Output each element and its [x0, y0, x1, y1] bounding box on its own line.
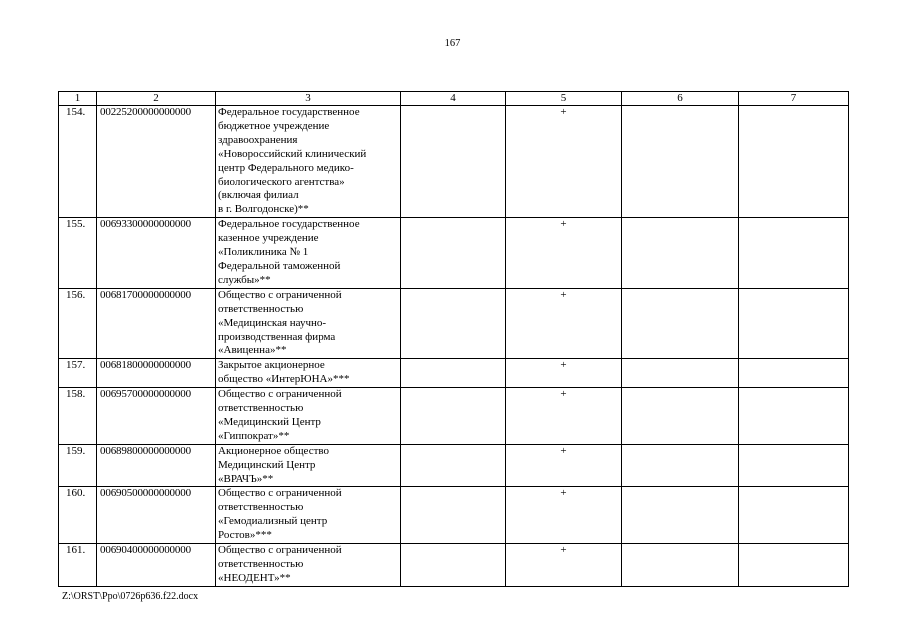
column-6-cell — [622, 544, 739, 587]
column-4-cell — [401, 218, 506, 289]
column-5-mark-cell: + — [506, 106, 622, 218]
column-6-cell — [622, 218, 739, 289]
organization-name-line: службы»** — [218, 273, 271, 286]
column-4-cell — [401, 388, 506, 445]
column-6-cell — [622, 487, 739, 544]
organization-code-cell: 00695700000000000 — [97, 388, 216, 445]
column-5-mark-cell: + — [506, 359, 622, 388]
table-row — [59, 218, 849, 289]
column-5-mark-cell: + — [506, 218, 622, 289]
column-7-cell — [739, 359, 849, 388]
organization-name-line: центр Федерального медико- — [218, 161, 354, 174]
table-row — [59, 544, 849, 587]
column-5-mark-cell: + — [506, 444, 622, 487]
organization-name-line: бюджетное учреждение — [218, 119, 330, 132]
column-7-cell — [739, 388, 849, 445]
table-row — [59, 288, 849, 359]
organization-name-line: «Поликлиника № 1 — [218, 246, 309, 259]
column-header: 3 — [216, 92, 401, 106]
row-number-cell: 158. — [59, 388, 97, 445]
organization-name-cell — [216, 106, 401, 218]
organization-name-cell — [216, 359, 401, 388]
column-6-cell — [622, 106, 739, 218]
organization-code-cell: 00690500000000000 — [97, 487, 216, 544]
column-header: 4 — [401, 92, 506, 106]
organization-name-line: здравоохранения — [218, 133, 298, 146]
column-header: 5 — [506, 92, 622, 106]
organization-name-line: Общество с ограниченной — [218, 388, 342, 401]
organization-name-line: «НЕОДЕНТ»** — [218, 571, 291, 584]
row-number-cell: 161. — [59, 544, 97, 587]
registry-table — [58, 91, 849, 587]
organization-code-cell: 00225200000000000 — [97, 106, 216, 218]
organization-name-line: Федеральное государственное — [218, 106, 360, 118]
column-5-mark-cell: + — [506, 544, 622, 587]
organization-name-cell — [216, 544, 401, 587]
organization-code-cell: 00681800000000000 — [97, 359, 216, 388]
column-6-cell — [622, 359, 739, 388]
organization-name-line: казенное учреждение — [218, 232, 319, 245]
column-header: 1 — [59, 92, 97, 106]
organization-name-line: Общество с ограниченной — [218, 288, 342, 301]
organization-name-line: «Гиппократ»** — [218, 429, 290, 442]
table-row — [59, 487, 849, 544]
organization-code-cell: 00693300000000000 — [97, 218, 216, 289]
table-row — [59, 106, 849, 218]
column-4-cell — [401, 487, 506, 544]
organization-code-cell: 00681700000000000 — [97, 288, 216, 359]
column-4-cell — [401, 288, 506, 359]
row-number-cell: 159. — [59, 444, 97, 487]
column-6-cell — [622, 444, 739, 487]
column-header: 6 — [622, 92, 739, 106]
organization-name-line: ответственностью — [218, 402, 304, 415]
column-7-cell — [739, 487, 849, 544]
table-body — [59, 106, 849, 587]
organization-name-line: Общество с ограниченной — [218, 487, 342, 500]
page-number: 167 — [444, 38, 461, 49]
column-4-cell — [401, 544, 506, 587]
table-header-row — [59, 92, 849, 106]
organization-name-line: «Медицинский Центр — [218, 415, 321, 428]
organization-name-line: Общество с ограниченной — [218, 544, 342, 557]
column-header: 7 — [739, 92, 849, 106]
footer-file-path: Z:\ORST\Ppo\0726p636.f22.docx — [62, 591, 199, 602]
organization-name-line: ответственностью — [218, 558, 304, 570]
row-number-cell: 156. — [59, 288, 97, 359]
organization-name-line: Федеральной таможенной — [218, 259, 341, 272]
organization-name-line: ответственностью — [218, 302, 304, 315]
organization-name-cell — [216, 444, 401, 487]
column-5-mark-cell: + — [506, 288, 622, 359]
row-number-cell: 157. — [59, 359, 97, 388]
column-4-cell — [401, 444, 506, 487]
organization-name-cell — [216, 388, 401, 445]
organization-name-line: производственная фирма — [218, 330, 336, 343]
organization-name-line: Федеральное государственное — [218, 218, 360, 231]
organization-name-line: биологического агентства» — [218, 175, 345, 188]
organization-name-line: Акционерное общество — [218, 444, 330, 457]
organization-code-cell: 00689800000000000 — [97, 444, 216, 487]
row-number-cell: 160. — [59, 487, 97, 544]
column-5-mark-cell: + — [506, 388, 622, 445]
column-7-cell — [739, 544, 849, 587]
column-7-cell — [739, 288, 849, 359]
organization-name-line: общество «ИнтерЮНА»*** — [218, 373, 350, 386]
organization-name-line: ответственностью — [218, 501, 304, 514]
column-4-cell — [401, 359, 506, 388]
organization-name-cell — [216, 288, 401, 359]
organization-name-line: Медицинский Центр — [218, 458, 316, 471]
organization-name-line: «Авиценна»** — [218, 344, 287, 357]
organization-code-cell: 00690400000000000 — [97, 544, 216, 587]
organization-name-cell — [216, 487, 401, 544]
organization-name-line: «ВРАЧЪ»** — [218, 472, 274, 485]
table-row — [59, 359, 849, 388]
column-7-cell — [739, 218, 849, 289]
table-row — [59, 388, 849, 445]
organization-name-line: (включая филиал — [218, 189, 299, 202]
column-6-cell — [622, 288, 739, 359]
organization-name-cell — [216, 218, 401, 289]
column-4-cell — [401, 106, 506, 218]
row-number-cell: 155. — [59, 218, 97, 289]
column-7-cell — [739, 444, 849, 487]
organization-name-line: «Гемодиализный центр — [218, 515, 328, 528]
column-header: 2 — [97, 92, 216, 106]
organization-name-line: «Новороссийский клинический — [218, 147, 367, 160]
table-row — [59, 444, 849, 487]
column-5-mark-cell: + — [506, 487, 622, 544]
column-7-cell — [739, 106, 849, 218]
organization-name-line: Закрытое акционерное — [218, 359, 325, 372]
organization-name-line: «Медицинская научно- — [218, 316, 327, 329]
column-6-cell — [622, 388, 739, 445]
organization-name-line: Ростов»*** — [218, 529, 272, 542]
organization-name-line: в г. Волгодонске)** — [218, 203, 309, 216]
row-number-cell: 154. — [59, 106, 97, 218]
